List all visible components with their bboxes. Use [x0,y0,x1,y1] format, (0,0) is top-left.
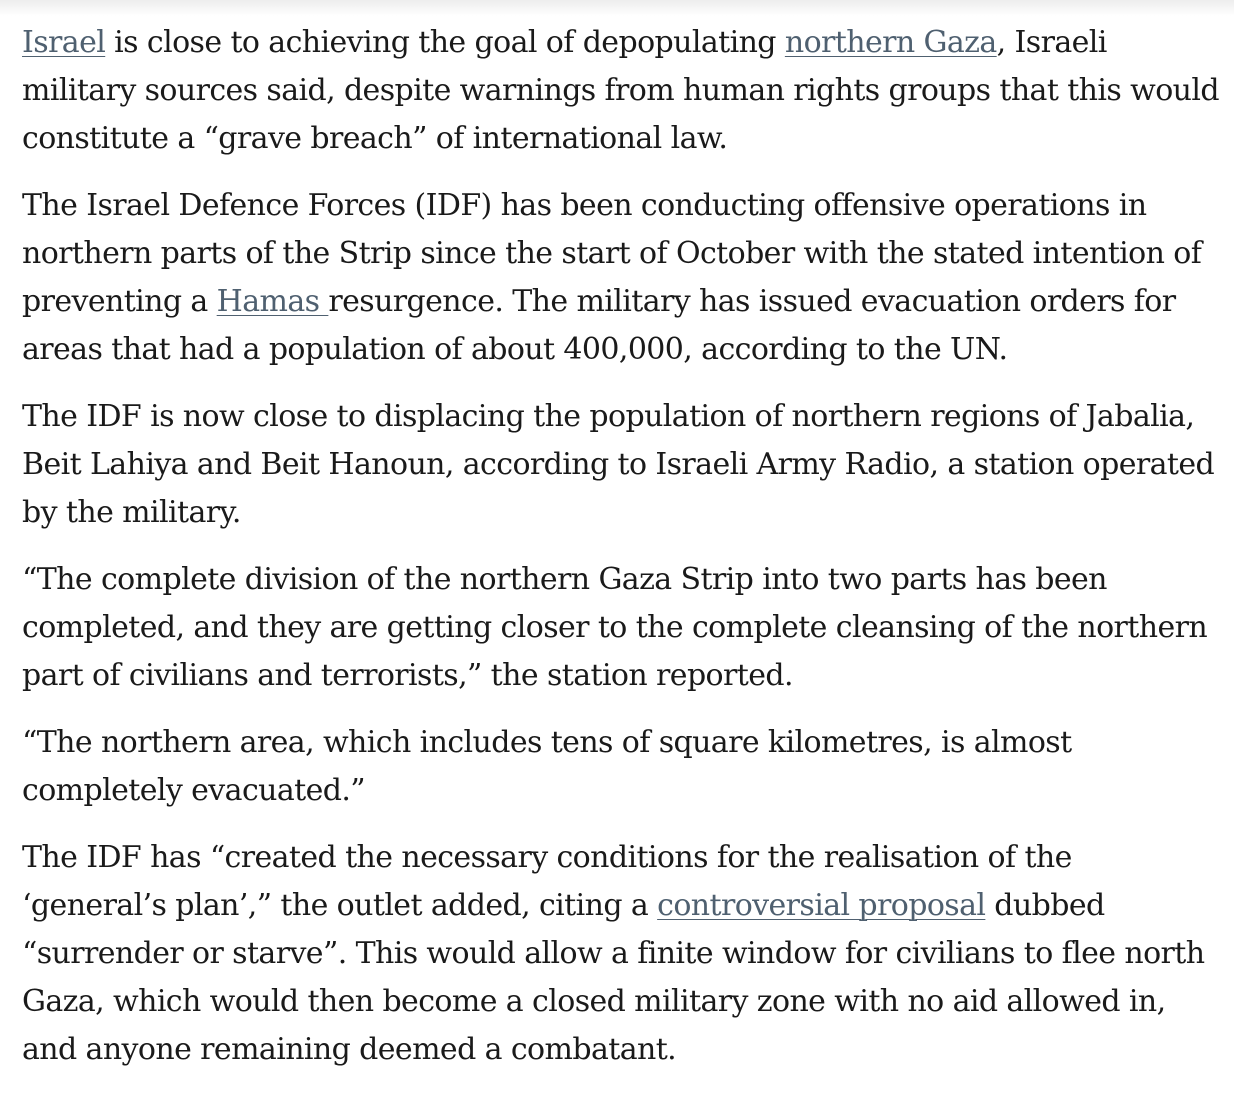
paragraph-1-text-a: is close to achieving the goal of depopulating [105,25,785,60]
paragraph-6 [22,834,1222,1074]
paragraph-2 [22,182,1222,374]
paragraph-2-text-b: resurgence. The military has issued evacuation orders for areas that had a population of about 400,000, according to the UN. [22,284,1176,367]
top-edge-shadow [0,0,1234,16]
link-israel[interactable]: Israel [22,25,106,60]
link-controversial-proposal[interactable]: controversial proposal [657,888,986,923]
paragraph-3: The IDF is now close to displacing the population of northern regions of Jabalia, Beit Lahiya and Beit Hanoun, according to Israeli Army Radio, a station operated by the military. [22,399,1215,530]
paragraph-6-text-b: dubbed “surrender or starve”. This would allow a finite window for civilians to flee north Gaza, which would then become a closed military zone with no aid allowed in, and anyone remaining deemed a combatant. [22,888,1205,1067]
paragraph-1 [22,19,1222,163]
paragraph-2-text-a: The Israel Defence Forces (IDF) has been conducting offensive operations in northern parts of the Strip since the start of October with the stated intention of preventing a [22,188,1202,319]
link-hamas[interactable]: Hamas [216,284,329,319]
paragraph-6-text-a: The IDF has “created the necessary conditions for the realisation of the ‘general’s plan’,” the outlet added, citing a [22,840,1072,923]
paragraph-5: “The northern area, which includes tens of square kilometres, is almost completely evacuated.” [22,725,1072,808]
paragraph-1-text-b: , Israeli military sources said, despite warnings from human rights groups that this would constitute a “grave breach” of international law. [22,25,1219,156]
article-body [22,19,1222,1093]
link-northern-gaza[interactable]: northern Gaza [784,25,997,60]
paragraph-4: “The complete division of the northern Gaza Strip into two parts has been completed, and they are getting closer to the complete cleansing of the northern part of civilians and terrorists,” the station reported. [22,562,1208,693]
